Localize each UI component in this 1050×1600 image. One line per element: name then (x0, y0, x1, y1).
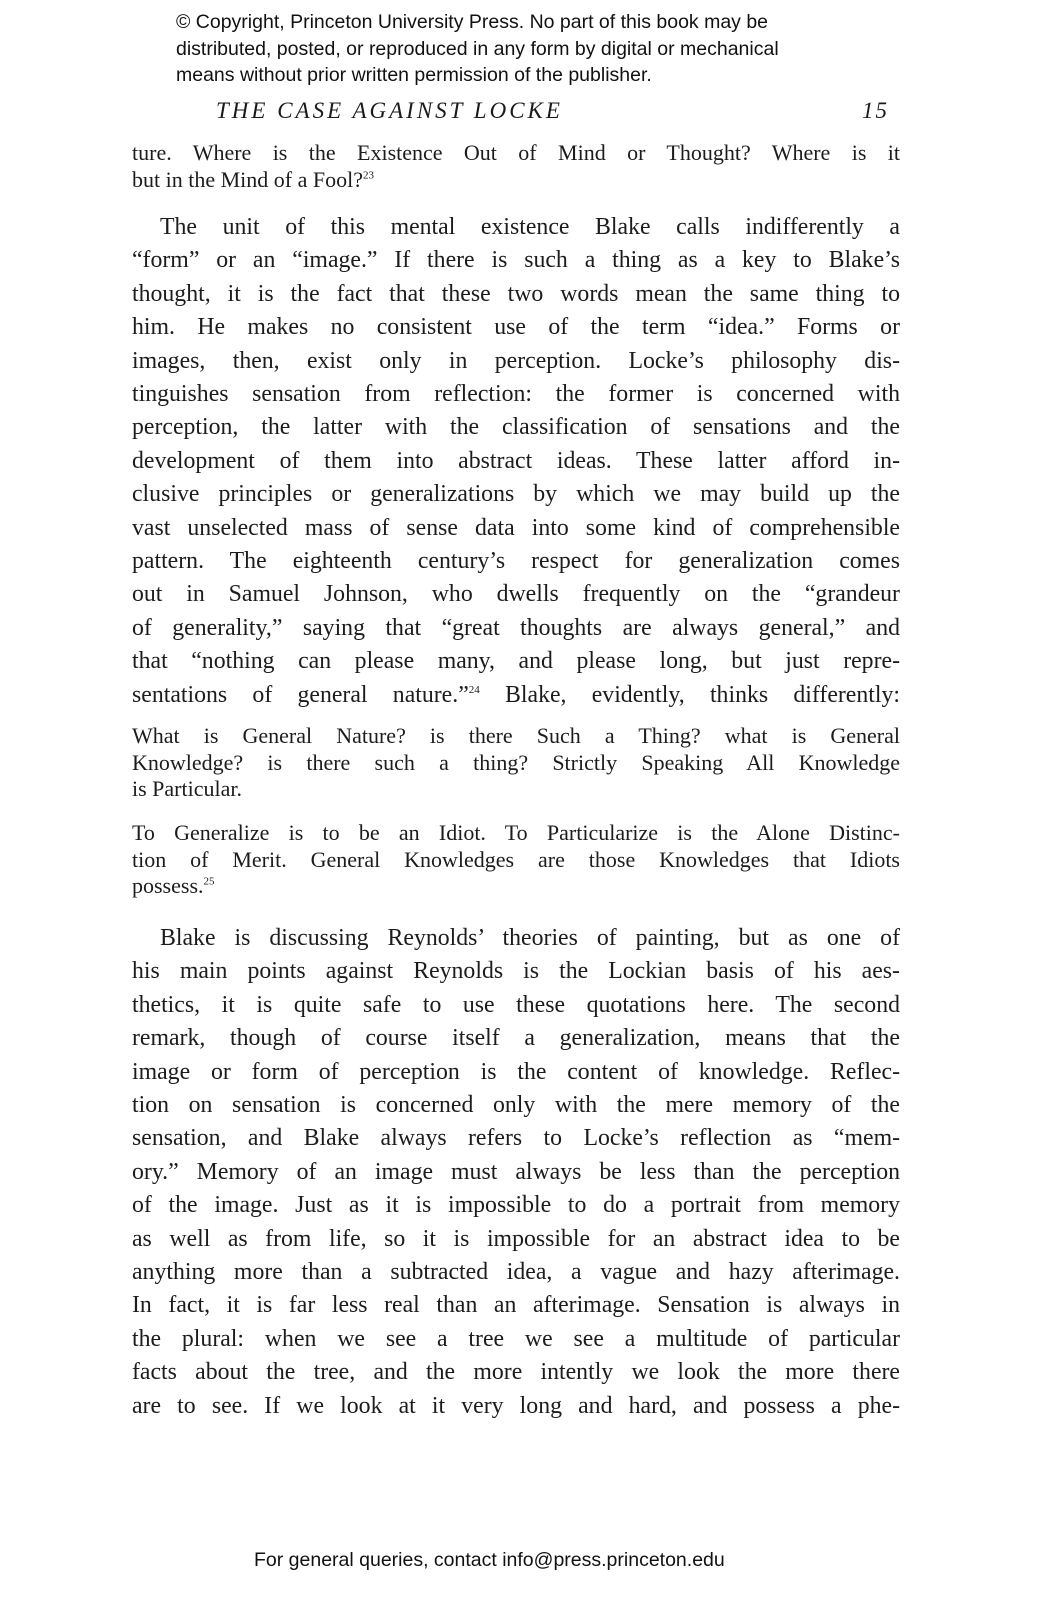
text-line: that “nothing can please many, and please long, but just repre- (132, 648, 900, 675)
text-line: development of them into abstract ideas. These latter afford in- (132, 447, 900, 474)
text-line: the plural: when we see a tree we see a multitude of particular (132, 1325, 900, 1352)
text-line-content: sentations of general nature.” (132, 681, 469, 708)
continued-quote (132, 140, 900, 193)
text-line: “form” or an “image.” If there is such a thing as a key to Blake’s (132, 247, 900, 274)
text-line: is Particular. (132, 776, 242, 801)
text-line: The unit of this mental existence Blake calls indifferently a (160, 214, 900, 240)
copyright-line: distributed, posted, or reproduced in any form by digital or mechanical (176, 37, 779, 60)
text-line (132, 167, 900, 194)
text-line: anything more than a subtracted idea, a vague and hazy afterimage. (132, 1259, 900, 1286)
footer-contact: For general queries, contact info@press.princeton.edu (254, 1549, 725, 1571)
text-line: his main points against Reynolds is the Lockian basis of his aes- (132, 958, 900, 985)
text-line-content: possess. (132, 873, 204, 898)
running-head: THE CASE AGAINST LOCKE (216, 98, 563, 123)
text-line: Blake is discussing Reynolds’ theories of painting, but as one of (160, 925, 900, 951)
footnote-ref: 23 (362, 169, 374, 182)
paragraph-1 (132, 211, 900, 712)
text-line: image or form of perception is the content of knowledge. Reflec- (132, 1058, 900, 1085)
text-line: perception, the latter with the classification of sensations and the (132, 414, 900, 441)
text-line: Knowledge? is there such a thing? Strictly Speaking All Knowledge (132, 749, 900, 775)
text-line: clusive principles or generalizations by which we may build up the (132, 481, 900, 508)
text-line-content: but in the Mind of a Fool? (132, 166, 363, 192)
text-line: tion of Merit. General Knowledges are those Knowledges that Idiots (132, 846, 900, 872)
copyright-line: means without prior written permission of the publisher. (176, 64, 652, 86)
text-line: remark, though of course itself a generalization, means that the (132, 1025, 900, 1052)
text-line: tinguishes sensation from reflection: the former is concerned with (132, 381, 900, 408)
paragraph-2 (132, 922, 900, 1423)
text-line: What is General Nature? is there Such a Thing? what is General (132, 723, 900, 748)
text-line: out in Samuel Johnson, who dwells frequently on the “grandeur (132, 581, 900, 608)
text-line: facts about the tree, and the more intently we look the more there (132, 1359, 900, 1386)
text-line: images, then, exist only in perception. Locke’s philosophy dis- (132, 347, 900, 374)
page-number: 15 (862, 98, 889, 123)
text-line (132, 679, 900, 712)
text-line: pattern. The eighteenth century’s respect for generalization comes (132, 548, 900, 575)
text-line: sensation, and Blake always refers to Locke’s reflection as “mem- (132, 1125, 900, 1152)
text-line: of the image. Just as it is impossible to do a portrait from memory (132, 1192, 900, 1219)
text-line: as well as from life, so it is impossible for an abstract idea to be (132, 1225, 900, 1252)
text-line: tion on sensation is concerned only with the mere memory of the (132, 1092, 900, 1119)
copyright-line: © Copyright, Princeton University Press. No part of this book may be (176, 11, 769, 33)
text-line: To Generalize is to be an Idiot. To Particularize is the Alone Distinc- (132, 820, 900, 845)
text-line: of generality,” saying that “great thoughts are always general,” and (132, 614, 900, 641)
copyright-notice (176, 9, 896, 89)
text-line: In fact, it is far less real than an afterimage. Sensation is always in (132, 1292, 900, 1319)
block-quote-2 (132, 820, 900, 900)
text-line: thetics, it is quite safe to use these quotations here. The second (132, 991, 900, 1018)
text-line (132, 873, 900, 900)
text-line: are to see. If we look at it very long and hard, and possess a phe- (132, 1392, 900, 1419)
block-quote-1 (132, 723, 900, 803)
footnote-ref: 24 (468, 683, 480, 696)
text-line: ory.” Memory of an image must always be less than the perception (132, 1158, 900, 1185)
text-line: him. He makes no consistent use of the term “idea.” Forms or (132, 314, 900, 341)
text-line: ture. Where is the Existence Out of Mind or Thought? Where is it (132, 140, 900, 165)
footnote-ref: 25 (203, 875, 215, 888)
text-line: vast unselected mass of sense data into some kind of comprehensible (132, 514, 900, 541)
text-line-content: Blake, evidently, thinks differently: (479, 681, 900, 708)
text-line: thought, it is the fact that these two words mean the same thing to (132, 280, 900, 307)
